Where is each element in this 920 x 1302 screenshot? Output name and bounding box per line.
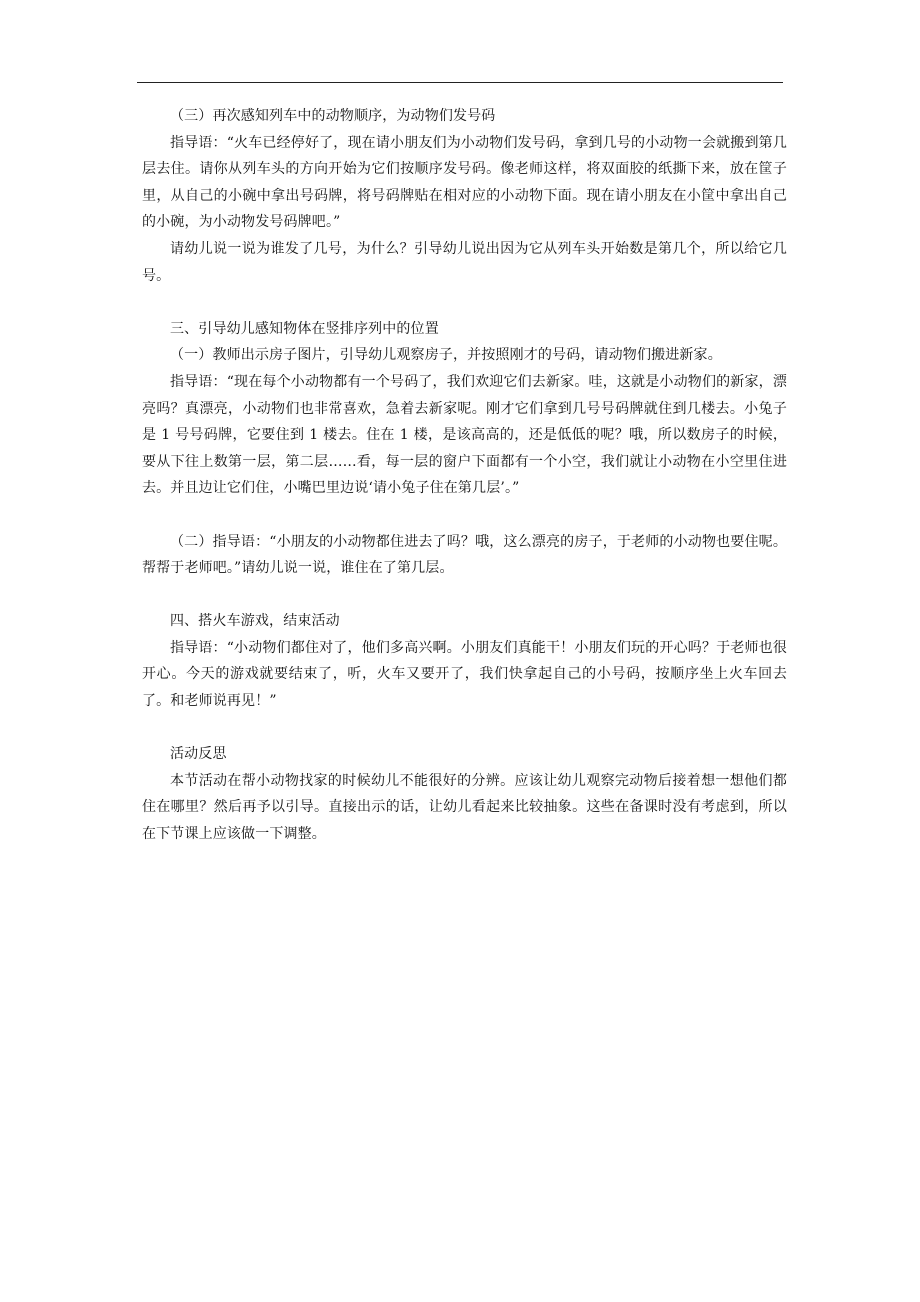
section-heading-3-3: （三）再次感知列车中的动物顺序，为动物们发号码 [170, 108, 496, 124]
paragraph: 指导语：“小动物们都住对了，他们多高兴啊。小朋友们真能干！小朋友们玩的开心吗？于老师也很开心。今天的游戏就要结束了，听，火车又要开了，我们快拿起自己的小号码，按顺序坐上火车回去了。和老师说再见！” [142, 639, 787, 710]
paragraph-gap [142, 582, 787, 609]
header-rule [137, 82, 783, 83]
subsection-heading-1: （一）教师出示房子图片，引导幼儿观察房子，并按照刚才的号码，请动物们搬进新家。 [170, 347, 722, 364]
paragraph: 指导语：“现在每个小动物都有一个号码了，我们欢迎它们去新家。哇，这就是小动物们的新家，漂亮吗？真漂亮，小动物们也非常喜欢，急着去新家呢。刚才它们拿到几号号码牌就住到几楼去。小兔子是 1 号号码牌，它要住到 1 楼去。住在 1 楼，是该高高的，还是低低的呢？哦，所以数房子的时候，要从下往上数第一层，第二层……看，每一层的窗户下面都有一个小空，我们就让小动物在小空里住进去。并且边让它们住，小嘴巴里边说‘请小兔子住在第几层’。” [142, 373, 787, 497]
paragraph: （二）指导语：“小朋友的小动物都住进去了吗？哦，这么漂亮的房子，于老师的小动物也要住呢。帮帮于老师吧。”请幼儿说一说，谁住在了第几层。 [142, 533, 787, 577]
document-body [142, 103, 787, 848]
paragraph-gap [142, 715, 787, 742]
section-heading-reflection: 活动反思 [170, 746, 227, 763]
paragraph: 本节活动在帮小动物找家的时候幼儿不能很好的分辨。应该让幼儿观察完动物后接着想一想他们都住在哪里？然后再予以引导。直接出示的话，让幼儿看起来比较抽象。这些在备课时没有考虑到，所以在下节课上应该做一下调整。 [142, 772, 787, 843]
section-heading-3: 三、引导幼儿感知物体在竖排序列中的位置 [170, 320, 439, 337]
section-heading-4: 四、搭火车游戏，结束活动 [170, 613, 340, 630]
paragraph: 指导语：“火车已经停好了，现在请小朋友们为小动物们发号码，拿到几号的小动物一会就搬到第几层去住。请你从列车头的方向开始为它们按顺序发号码。像老师这样，将双面胶的纸撕下来，放在筐子里，从自己的小碗中拿出号码牌，将号码牌贴在相对应的小动物下面。现在请小朋友在小筐中拿出自己的小碗，为小动物发号码牌吧。” [142, 134, 787, 231]
paragraph: 请幼儿说一说为谁发了几号，为什么？引导幼儿说出因为它从列车头开始数是第几个，所以给它几号。 [142, 240, 787, 284]
paragraph-gap [142, 502, 787, 529]
paragraph-gap [142, 289, 787, 316]
